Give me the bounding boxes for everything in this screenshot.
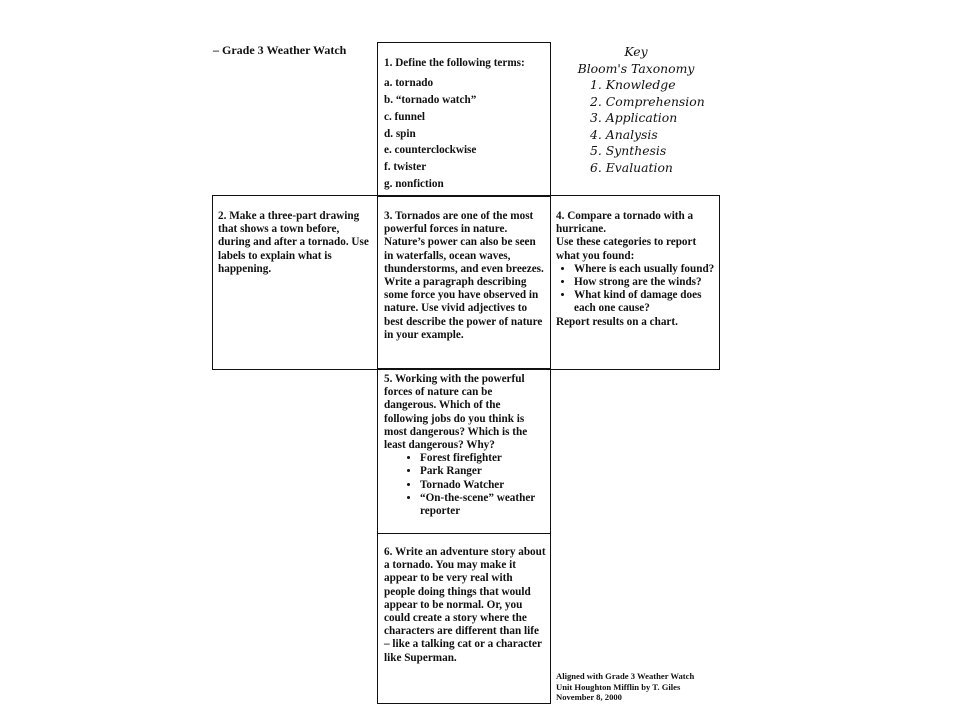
box-6 (384, 546, 546, 665)
list-item: • How strong are the winds? (574, 276, 716, 289)
box-4-closing: Report results on a chart. (556, 315, 678, 328)
key-heading: Key (624, 44, 648, 59)
title-text: Grade 3 Weather Watch (222, 43, 347, 57)
box-3-text: 3. Tornados are one of the most powerful forces in nature. Nature’s power can also be seen in waterfalls, ocean waves, thunderstorms, and even breezes. Write a paragraph describing some force you have observed in nature. Use vivid adjectives to best describe the power of nature in your example. (384, 210, 544, 341)
term-item: c. funnel (384, 110, 426, 123)
credit-line: November 8, 2000 (556, 692, 622, 702)
box-4 (556, 210, 716, 329)
term-item: g. nonfiction (384, 177, 444, 190)
page-title (213, 43, 346, 58)
box-2 (218, 210, 370, 276)
list-item: • “On-the-scene” weather reporter (420, 492, 546, 518)
key-level: 2. Comprehension (590, 93, 705, 109)
credit-line: Aligned with Grade 3 Weather Watch (556, 671, 695, 681)
term-item: a. tornado (384, 77, 434, 90)
box-2-text: 2. Make a three-part drawing that shows a town before, during and after a tornado. Use labels to explain what is happening. (218, 210, 369, 275)
credit-note (556, 671, 694, 703)
box-1-terms (384, 75, 546, 193)
key-level: 5. Synthesis (590, 143, 667, 158)
box-4-bullets (556, 263, 716, 316)
box-5-jobs (384, 452, 546, 518)
key-subheading: Bloom's Taxonomy (577, 60, 695, 76)
title-dash: – (213, 43, 219, 57)
key-level: 1. Knowledge (590, 77, 676, 92)
box-5-text: 5. Working with the powerful forces of nature can be dangerous. Which of the following jobs do you think is most dangerous? Which is the least dangerous? Why? (384, 373, 528, 452)
list-item: • Tornado Watcher (420, 479, 546, 492)
box-1 (384, 57, 546, 193)
term-item: b. “tornado watch” (384, 94, 477, 106)
box-5 (384, 373, 546, 518)
list-item: • What kind of damage does each one cause? (574, 289, 716, 315)
term-item: d. spin (384, 127, 416, 140)
list-item: • Park Ranger (420, 465, 546, 478)
box-4-instruction: Use these categories to report what you found: (556, 236, 697, 262)
box-1-prompt: 1. Define the following terms: (384, 57, 525, 69)
key-level: 3. Application (590, 110, 678, 125)
key-level: 4. Analysis (590, 126, 658, 142)
box-4-intro: 4. Compare a tornado with a hurricane. (556, 210, 694, 236)
term-item: e. counterclockwise (384, 144, 477, 157)
term-item: f. twister (384, 161, 427, 174)
blooms-taxonomy-key (552, 44, 720, 176)
list-item: • Forest firefighter (420, 452, 546, 465)
box-3 (384, 210, 546, 342)
list-item: • Where is each usually found? (574, 263, 716, 276)
box-6-text: 6. Write an adventure story about a tornado. You may make it appear to be very real with people doing things that would appear to be normal. Or, you could create a story where the characters are different than life – like a talking cat or a character like Superman. (384, 546, 546, 664)
credit-line: Unit Houghton Mifflin by T. Giles (556, 681, 681, 692)
key-level: 6. Evaluation (590, 159, 673, 175)
